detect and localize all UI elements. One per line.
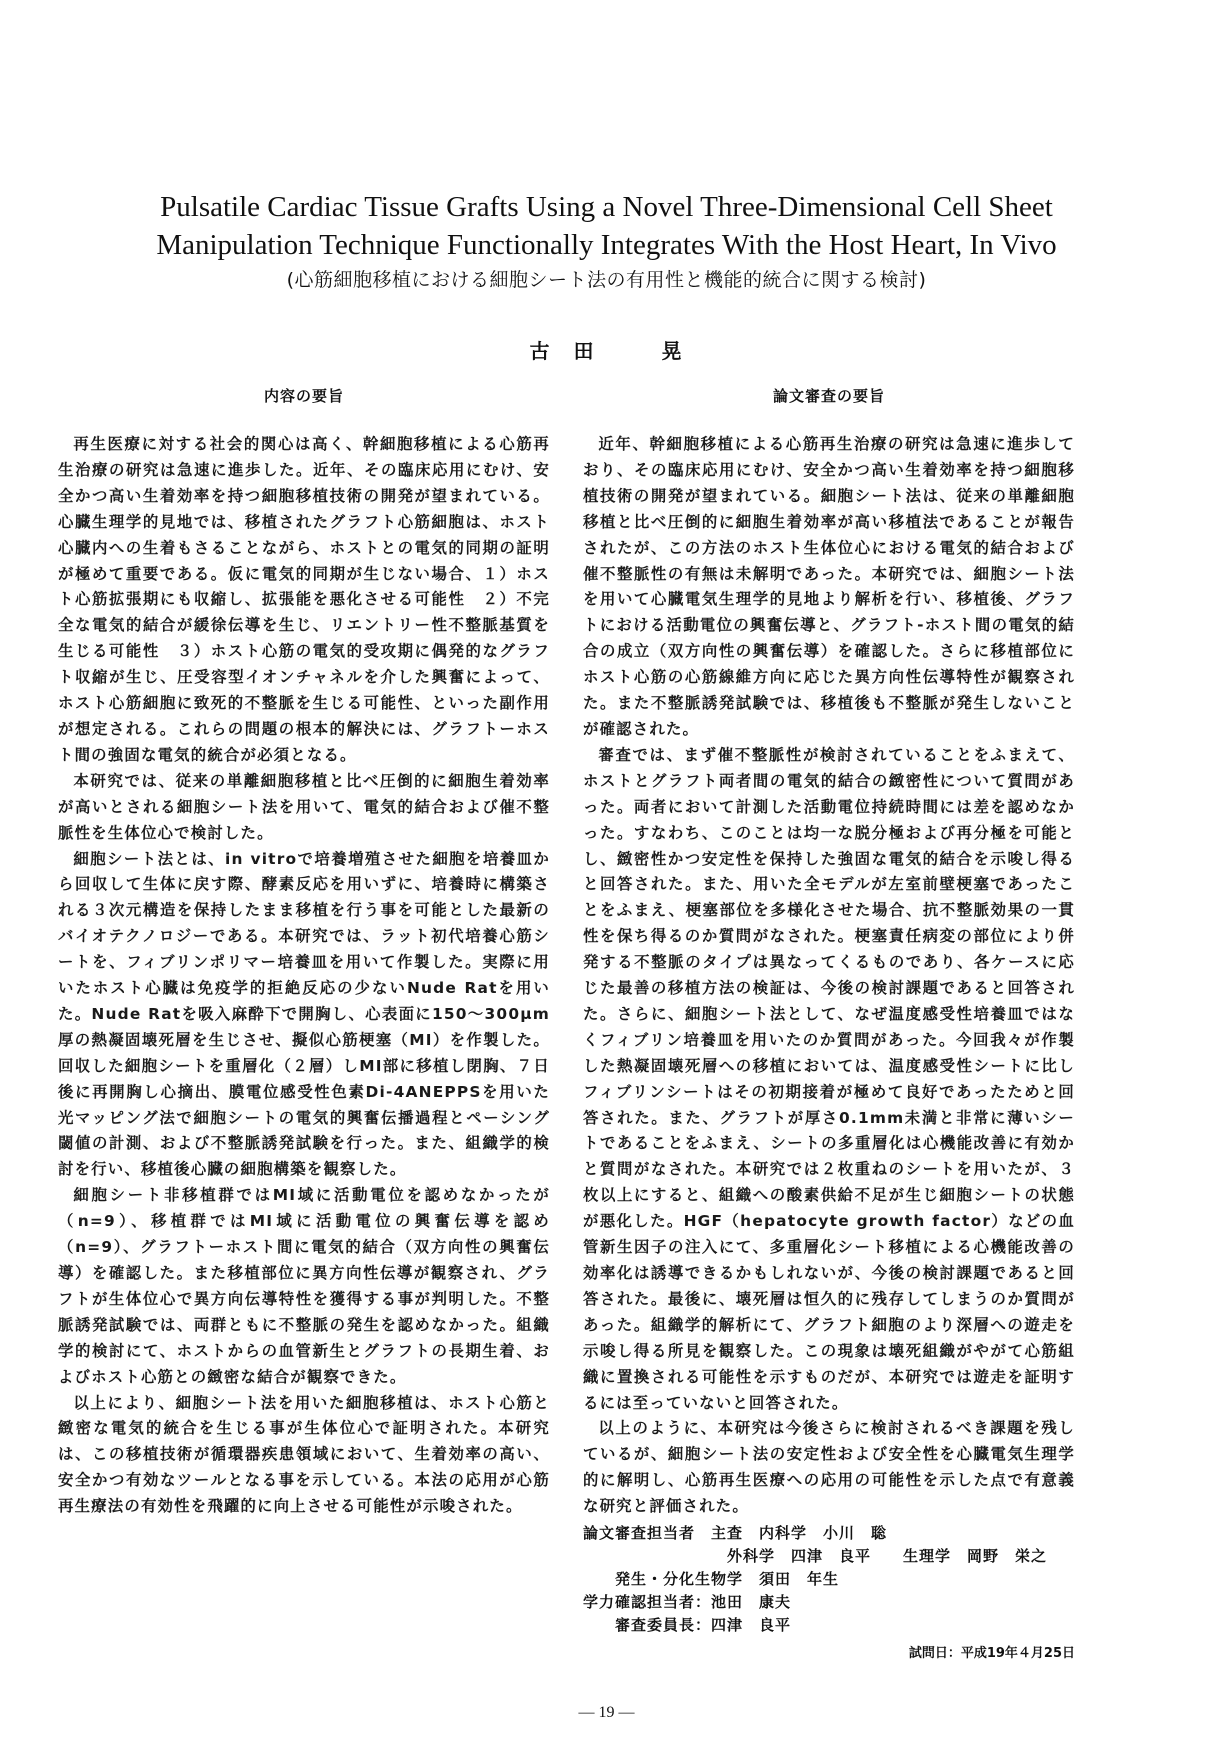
summary-column <box>58 386 550 1520</box>
review-paragraph: 以上のように、本研究は今後さらに検討されるべき課題を残しているが、細胞シート法の安定性および安全性を心臓電気生理学的に解明し、心筋再生医療への応用の可能性を示した点で有意義な研究と評価された。 <box>583 1419 1075 1516</box>
review-paragraph: 審査では、まず催不整脈性が検討されていることをふまえて、ホストとグラフト両者間の電気的結合の緻密性について質問があった。両者において計測した活動電位持続時間には差を認めなかった。すなわち、このことは均一な脱分極および再分極を可能とし、緻密性かつ安定性を保持した強固な電気的結合を示唆し得ると回答された。また、用いた全モデルが左室前壁梗塞であったことをふまえ、梗塞部位を多様化させた場合、抗不整脈効果の一貫性を保ち得るのか質問がなされた。梗塞責任病変の部位により併発する不整脈のタイプは異なってくるものであり、各ケースに応じた最善の移植方法の検証は、今後の検討課題であると回答された。さらに、細胞シート法として、なぜ温度感受性培養皿ではなくフィブリン培養皿を用いたのか質問があった。今回我々が作製した熱凝固壊死層への移植においては、温度感受性シートに比しフィブリンシートはその初期接着が極めて良好であったためと回答された。また、グラフトが厚さ0.1mm未満と非常に薄いシートであることをふまえ、シートの多重層化は心機能改善に有効かと質問がなされた。本研究では２枚重ねのシートを用いたが、３枚以上にすると、組織への酸素供給不足が生じ細胞シートの状態が悪化した。HGF（hepatocyte growth factor）などの血管新生因子の注入にて、多重層化シート移植による心機能改善の効率化は誘導できるかもしれないが、今後の検討課題であると回答された。最後に、壊死層は恒久的に残存してしまうのか質問があった。組織学的解析にて、グラフト細胞のより深層への遊走を示唆し得る所見を観察した。この現象は壊死組織がやがて心筋組織に置換される可能性を示すものだが、本研究では遊走を証明するには至っていないと回答された。 <box>583 745 1075 1412</box>
title-line-2: Manipulation Technique Functionally Integrates With the Host Heart, In Vivo <box>156 229 1057 261</box>
reviewer-line: 論文審査担当者 主査 内科学 小川 聡 <box>583 1524 888 1543</box>
summary-paragraph: 細胞シート法とは、in vitroで培養増殖させた細胞を培養皿から回収して生体に戻す際、酵素反応を用いずに、培養時に構築される３次元構造を保持したまま移植を行う事を可能とした最新のバイオテクノロジーである。本研究では、ラット初代培養心筋シートを、フィブリンポリマー培養皿を用いて作製した。実際に用いたホスト心臓は免疫学的拒絶反応の少ないNude Ratを用いた。Nude Ratを吸入麻酔下で開胸し、心表面に150～300μm厚の熱凝固壊死層を生じさせ、擬似心筋梗塞（MI）を作製した。回収した細胞シートを重層化（２層）しMI部に移植し閉胸、７日後に再開胸し心摘出、膜電位感受性色素Di-4ANEPPSを用いた光マッピング法で細胞シートの電気的興奮伝播過程とペーシング閾値の計測、および不整脈誘発試験を行った。また、組織学的検討を行い、移植後心臓の細胞構築を観察した。 <box>58 849 550 1179</box>
japanese-subtitle: (心筋細胞移植における細胞シート法の有用性と機能的統合に関する検討) <box>286 269 927 291</box>
page-header <box>0 0 1213 386</box>
summary-paragraph: 本研究では、従来の単離細胞移植と比べ圧倒的に細胞生着効率が高いとされる細胞シート法を用いて、電気的結合および催不整脈性を生体位心で検討した。 <box>58 771 550 842</box>
review-heading: 論文審査の要旨 <box>772 387 885 405</box>
reviewer-line: 外科学 四津 良平 生理学 岡野 栄之 <box>583 1547 1048 1566</box>
page-number: — 19 — <box>578 1704 635 1722</box>
summary-paragraph: 以上により、細胞シート法を用いた細胞移植は、ホスト心筋と緻密な電気的統合を生じる事が生体位心で証明された。本研究は、この移植技術が循環器疾患領域において、生着効率の高い、安全かつ有効なツールとなる事を示している。本法の応用が心筋再生療法の有効性を飛躍的に向上させる可能性が示唆された。 <box>58 1393 550 1516</box>
reviewer-line: 発生・分化生物学 須田 年生 <box>583 1570 840 1589</box>
review-paragraph: 近年、幹細胞移植による心筋再生治療の研究は急速に進歩しており、その臨床応用にむけ、安全かつ高い生着効率を持つ細胞移植技術の開発が望まれている。細胞シート法は、従来の単離細胞移植と比べ圧倒的に細胞生着効率が高い移植法であることが報告されたが、この方法のホスト生体位心における電気的結合および催不整脈性の有無は未解明であった。本研究では、細胞シート法を用いて心臓電気生理学的見地より解析を行い、移植後、グラフトにおける活動電位の興奮伝導と、グラフト-ホスト間の電気的結合の成立（双方向性の興奮伝導）を確認した。さらに移植部位にホスト心筋の心筋線維方向に応じた異方向性伝導特性が観察された。また不整脈誘発試験では、移植後も不整脈が発生しないことが確認された。 <box>583 435 1075 738</box>
review-column <box>583 386 1075 1663</box>
author-name: 古 田 晃 <box>529 339 684 363</box>
summary-heading: 内容の要旨 <box>263 387 344 405</box>
summary-paragraph: 細胞シート非移植群ではMI域に活動電位を認めなかったが（n=9）、移植群ではMI域に活動電位の興奮伝導を認め（n=9）、グラフトーホスト間に電気的結合（双方向性の興奮伝導）を確認した。また移植部位に異方向性伝導が観察され、グラフトが生体位心で異方向伝導特性を獲得する事が判明した。不整脈誘発試験では、両群ともに不整脈の発生を認めなかった。組織学的検討にて、ホストからの血管新生とグラフトの長期生着、およびホスト心筋との緻密な結合が観察できた。 <box>58 1186 550 1386</box>
reviewer-list <box>583 1522 1075 1637</box>
title-line-1: Pulsatile Cardiac Tissue Grafts Using a Novel Three-Dimensional Cell Sheet <box>160 191 1053 223</box>
summary-paragraph: 再生医療に対する社会的関心は高く、幹細胞移植による心筋再生治療の研究は急速に進歩した。近年、その臨床応用にむけ、安全かつ高い生着効率を持つ細胞移植技術の開発が望まれている。心臓生理学的見地では、移植されたグラフト心筋細胞は、ホスト心臓内への生着もさることながら、ホストとの電気的同期の証明が極めて重要である。仮に電気的同期が生じない場合、１）ホスト心筋拡張期にも収縮し、拡張能を悪化させる可能性 ２）不完全な電気的結合が緩徐伝導を生じ、リエントリー性不整脈基質を生じる可能性 ３）ホスト心筋の電気的受攻期に偶発的なグラフト収縮が生じ、圧受容型イオンチャネルを介した興奮によって、ホスト心筋細胞に致死的不整脈を生じる可能性、といった副作用が想定される。これらの問題の根本的解決には、グラフトーホスト間の強固な電気的統合が必須となる。 <box>58 435 550 764</box>
body-columns <box>0 386 1213 1663</box>
reviewer-line: 学力確認担当者：池田 康夫 <box>583 1593 792 1612</box>
reviewer-line: 審査委員長：四津 良平 <box>583 1616 792 1635</box>
exam-date: 試問日：平成19年４月25日 <box>908 1646 1075 1662</box>
